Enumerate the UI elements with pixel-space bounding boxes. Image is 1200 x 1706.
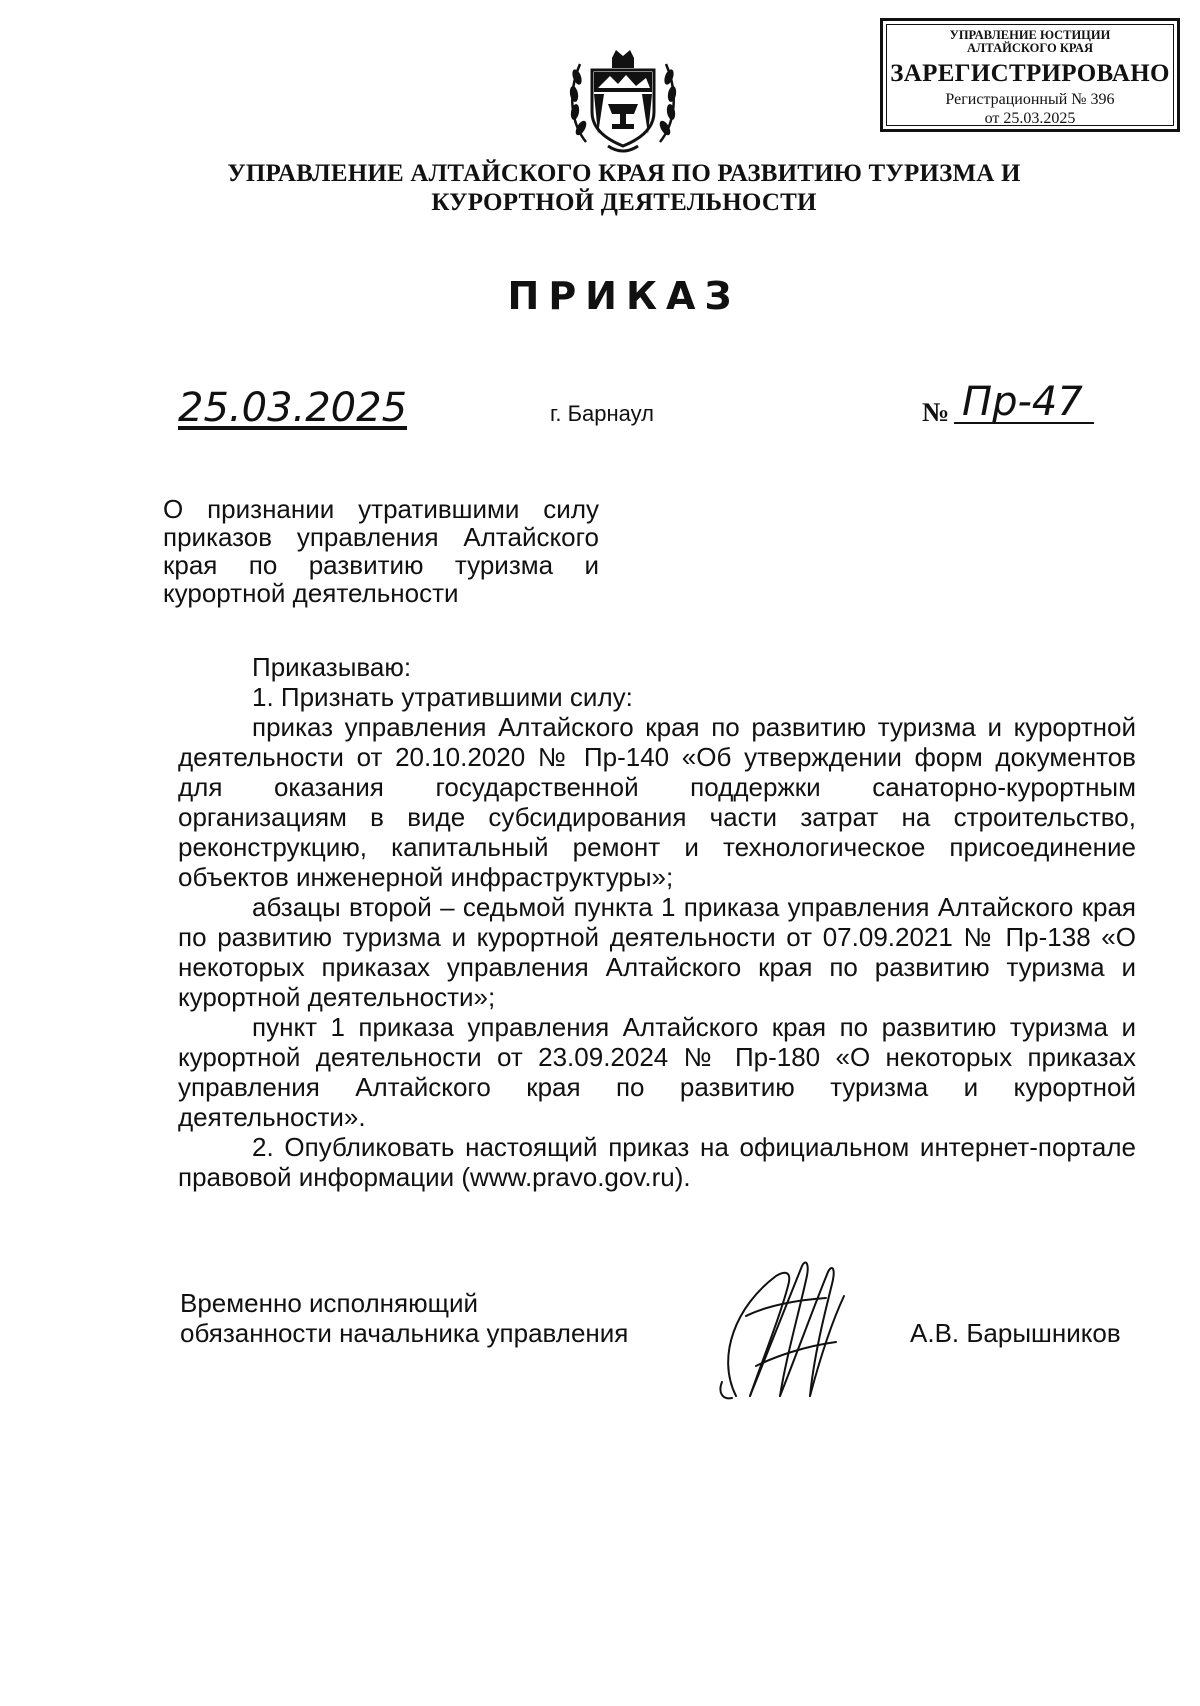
stamp-authority-line1: УПРАВЛЕНИЕ ЮСТИЦИИ	[949, 28, 1111, 42]
stamp-reg-date: от 25.03.2025	[984, 110, 1076, 127]
subject-line: О признании утратившими силу	[163, 494, 599, 524]
paragraph-line: по развитию туризма и курортной деятельности от 07.09.2021 № Пр-138 «О	[178, 922, 1136, 952]
paragraph-line: организациям в виде субсидирования части затрат на строительство,	[178, 802, 1136, 832]
paragraph-line: пункт 1 приказа управления Алтайского края по развитию туризма и	[252, 1012, 1136, 1042]
paragraph-line: приказ управления Алтайского края по развитию туризма и курортной	[252, 712, 1136, 742]
stamp-status: ЗАРЕГИСТРИРОВАНО	[890, 60, 1170, 87]
signatory-position-line2: обязанности начальника управления	[180, 1318, 629, 1348]
paragraph-line: правовой информации (www.pravo.gov.ru).	[178, 1162, 691, 1192]
paragraph-line: курортной деятельности»;	[178, 982, 496, 1012]
stamp-reg-number: Регистрационный № 396	[945, 91, 1115, 108]
paragraph-line: реконструкцию, капитальный ремонт и технологическое присоединение	[178, 832, 1136, 862]
organization-name-line1: УПРАВЛЕНИЕ АЛТАЙСКОГО КРАЯ ПО РАЗВИТИЮ ТУРИЗМА И	[227, 160, 1021, 187]
paragraph-line: деятельности».	[178, 1102, 366, 1132]
order-word: Приказываю:	[252, 652, 412, 682]
paragraph-line: 2. Опубликовать настоящий приказ на официальном интернет-портале	[252, 1132, 1136, 1162]
signatory-name: А.В. Барышников	[910, 1318, 1121, 1348]
handwritten-date: 25.03.2025	[178, 385, 408, 431]
signatory-position-line1: Временно исполняющий	[180, 1288, 479, 1318]
number-underline	[954, 422, 1094, 424]
item1-title: 1. Признать утратившими силу:	[252, 682, 633, 712]
paragraph-line: некоторых приказах управления Алтайского края по развитию туризма и	[178, 952, 1136, 982]
handwritten-signature-icon	[706, 1246, 866, 1416]
organization-name-line2: КУРОРТНОЙ ДЕЯТЕЛЬНОСТИ	[431, 189, 817, 216]
subject-line: края по развитию туризма и	[163, 550, 599, 580]
document-type-title: ПРИКАЗ	[507, 274, 741, 318]
paragraph-line: курортной деятельности от 23.09.2024 № Пр-180 «О некоторых приказах	[178, 1042, 1136, 1072]
subject-line: приказов управления Алтайского	[163, 522, 599, 552]
subject-line: курортной деятельности	[163, 578, 459, 608]
city: г. Барнаул	[550, 401, 654, 426]
number-sign: №	[922, 397, 950, 427]
paragraph-line: для оказания государственной поддержки санаторно-курортным	[178, 772, 1136, 802]
stamp-authority-line2: АЛТАЙСКОГО КРАЯ	[967, 41, 1093, 55]
paragraph-line: объектов инженерной инфраструктуры»;	[178, 862, 674, 892]
altai-krai-coat-of-arms-icon	[568, 42, 678, 162]
paragraph-line: абзацы второй – седьмой пункта 1 приказа управления Алтайского края	[252, 892, 1136, 922]
registration-stamp	[880, 18, 1180, 132]
handwritten-order-number: Пр-47	[962, 379, 1083, 425]
paragraph-line: управления Алтайского края по развитию туризма и курортной	[178, 1072, 1136, 1102]
paragraph-line: деятельности от 20.10.2020 № Пр-140 «Об утверждении форм документов	[178, 742, 1136, 772]
